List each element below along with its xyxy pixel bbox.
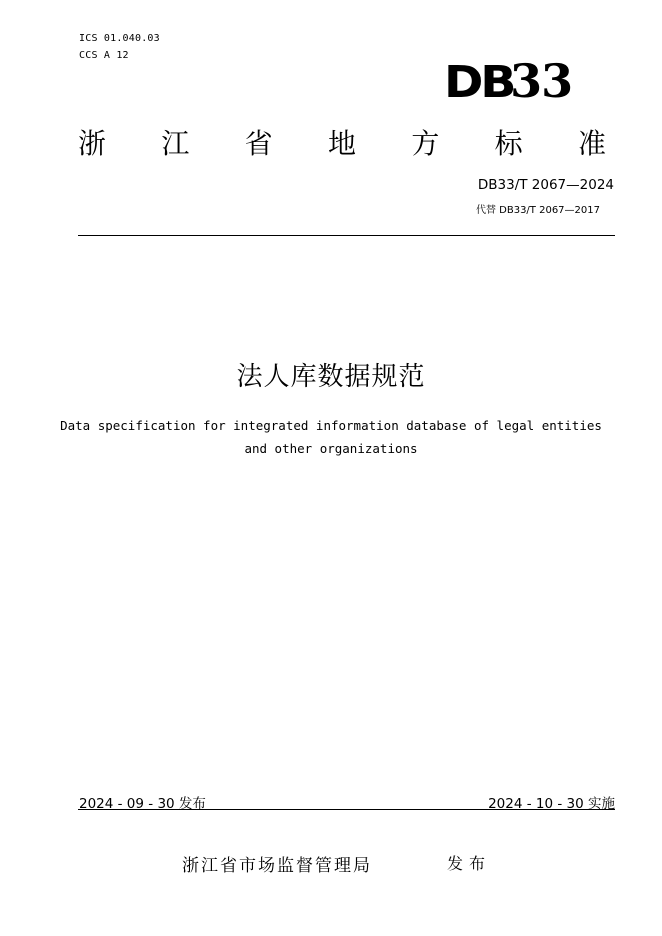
- implement-date: 2024 - 10 - 30 实施: [488, 796, 615, 812]
- replaces-note: 代替 DB33/T 2067—2017: [475, 205, 600, 216]
- standard-type-char: 方: [411, 127, 440, 160]
- standard-type-char: 江: [161, 127, 190, 160]
- issue-label: 发布: [447, 854, 492, 873]
- header-divider: [78, 235, 615, 236]
- standard-type-char: 浙: [78, 127, 107, 160]
- ccs-code: CCS A 12: [79, 50, 129, 61]
- standard-type-char: 地: [327, 127, 356, 160]
- english-title-line-1: Data specification for integrated information database of legal entities: [60, 418, 602, 433]
- issuing-authority: 浙江省市场监督管理局: [182, 856, 372, 876]
- standard-type-char: 准: [577, 127, 606, 160]
- standard-type-heading: [78, 127, 606, 161]
- standard-type-char: 标: [494, 127, 523, 160]
- document-number: DB33/T 2067—2024: [477, 177, 614, 193]
- standard-type-char: 省: [244, 127, 273, 160]
- standard-logo: [444, 56, 600, 106]
- english-title-line-2: and other organizations: [244, 441, 418, 456]
- footer-divider: [78, 809, 615, 810]
- logo-number: 33: [510, 54, 573, 108]
- ics-code: ICS 01.040.03: [79, 33, 160, 44]
- publish-date: 2024 - 09 - 30 发布: [79, 796, 206, 812]
- logo-prefix: DB: [444, 57, 514, 108]
- chinese-title: 法人库数据规范: [236, 362, 426, 392]
